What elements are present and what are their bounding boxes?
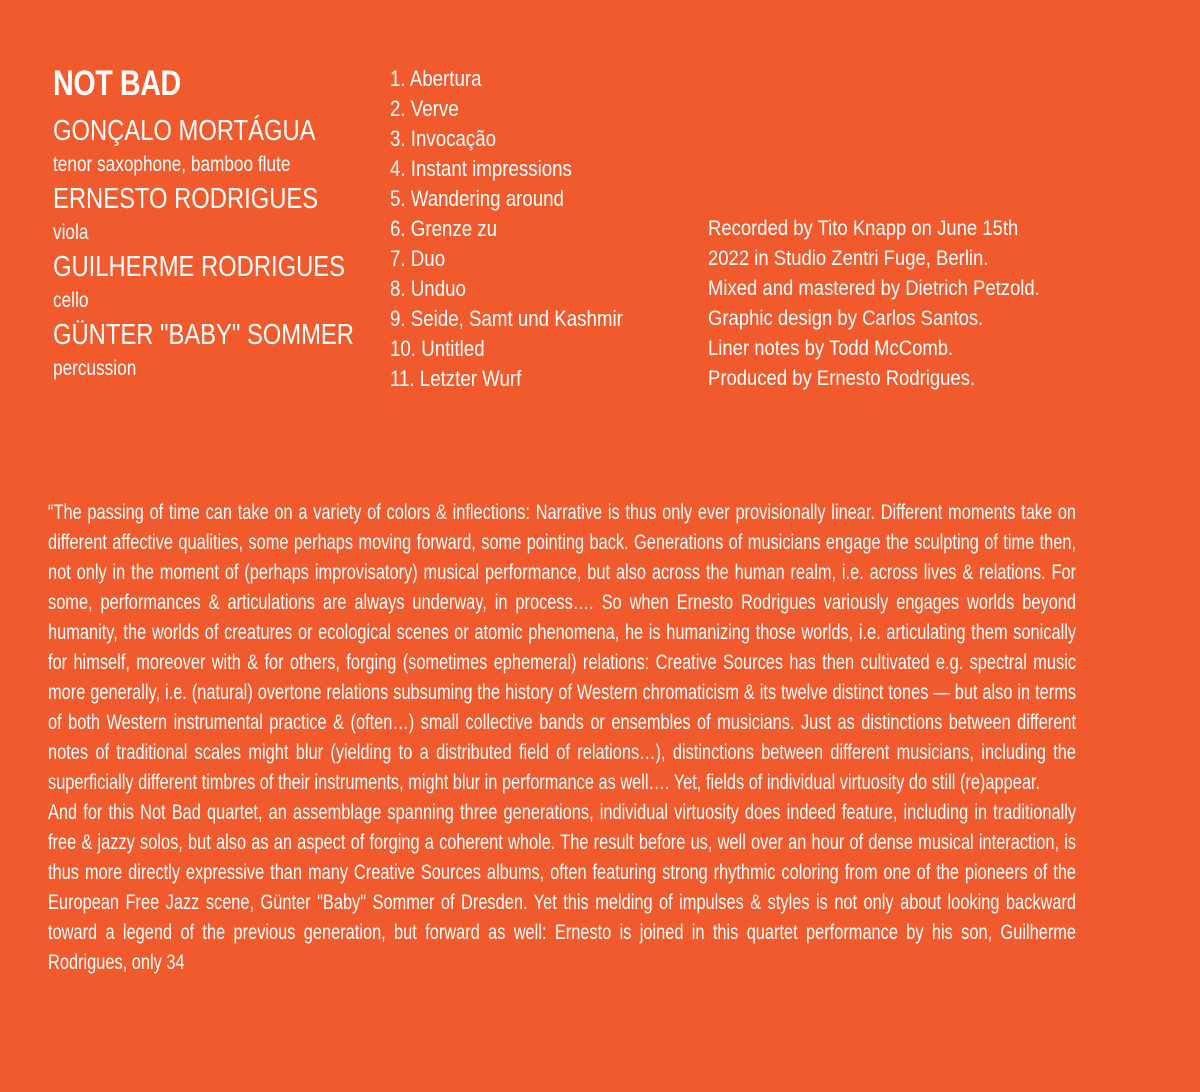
production-credits (708, 214, 1085, 394)
musician-role: percussion (53, 357, 137, 380)
credit-line: Liner notes by Todd McComb. (708, 337, 954, 360)
track-item: 1. Abertura (390, 66, 482, 91)
musician-name: ERNESTO RODRIGUES (53, 183, 319, 215)
liner-paragraph: And for this Not Bad quartet, an assemblage spanning three generations, individual virtuosity does indeed feature, including in traditionally free & jazzy solos, but also as an aspect of forging a coherent whole. The result before us, well over an hour of dense musical interaction, is thus more directly expressive than many Creative Sources albums, often featuring strong rhythmic coloring from one of the pioneers of the European Free Jazz scene, Günter "Baby" Sommer of Dresden. Yet this melding of impulses & styles is not only about looking backward toward a legend of the previous generation, but forward as well: Ernesto is joined in this quartet performance by his son, Guilherme Rodrigues, only 34 (48, 801, 1077, 974)
credit-line: 2022 in Studio Zentri Fuge, Berlin. (708, 247, 989, 270)
musician-role: cello (53, 289, 89, 312)
liner-paragraph: “The passing of time can take on a variety of colors & inflections: Narrative is thus only ever provisionally linear. Different moments take on different affective qualities, some perhaps moving forward, some pointing back. Generations of musicians engage the sculpting of time then, not only in the moment of (perhaps improvisatory) musical performance, but also across the human realm, i.e. across lives & relations. For some, performances & articulations are always underway, in process…. So when Ernesto Rodrigues variously engages worlds beyond humanity, the worlds of creatures or ecological scenes or atomic phenomena, he is humanizing those worlds, i.e. articulating them sonically for himself, moreover with & for others, forging (sometimes ephemeral) relations: Creative Sources has then cultivated e.g. spectral music more generally, i.e. (natural) overtone relations subsuming the history of Western chromaticism & its twelve distinct tones — but also in terms of both Western instrumental practice & (often…) small collective bands or ensembles of musicians. Just as distinctions between different notes of traditional scales might blur (yielding to a distributed field of relations…), distinctions between different musicians, including the superficially different timbres of their instruments, might blur in performance as well…. Yet, fields of individual virtuosity do still (re)appear. (48, 501, 1077, 794)
musician-entry (53, 318, 373, 386)
track-item: 5. Wandering around (390, 186, 564, 211)
musician-entry (53, 250, 373, 318)
track-item: 4. Instant impressions (390, 156, 572, 181)
tracklist (390, 64, 664, 394)
musician-name: GÜNTER "BABY" SOMMER (53, 319, 354, 351)
track-item: 3. Invocação (390, 126, 497, 151)
track-item: 10. Untitled (390, 336, 485, 361)
credit-line: Graphic design by Carlos Santos. (708, 307, 984, 330)
track-item: 11. Letzter Wurf (390, 366, 522, 391)
track-item: 2. Verve (390, 96, 459, 121)
musician-entry (53, 182, 373, 250)
musician-role: viola (53, 221, 89, 244)
credit-line: Mixed and mastered by Dietrich Petzold. (708, 277, 1040, 300)
credit-line: Produced by Ernesto Rodrigues. (708, 367, 976, 390)
credit-line: Recorded by Tito Knapp on June 15th (708, 217, 1019, 240)
track-item: 7. Duo (390, 246, 446, 271)
lineup-column (53, 64, 373, 386)
musician-name: GONÇALO MORTÁGUA (53, 115, 316, 147)
track-item: 9. Seide, Samt und Kashmir (390, 306, 623, 331)
track-item: 6. Grenze zu (390, 216, 498, 241)
musician-name: GUILHERME RODRIGUES (53, 251, 346, 283)
musician-entry (53, 114, 373, 182)
musician-role: tenor saxophone, bamboo flute (53, 153, 291, 176)
track-item: 8. Unduo (390, 276, 466, 301)
liner-notes (48, 498, 1076, 978)
album-title: NOT BAD (53, 64, 181, 103)
